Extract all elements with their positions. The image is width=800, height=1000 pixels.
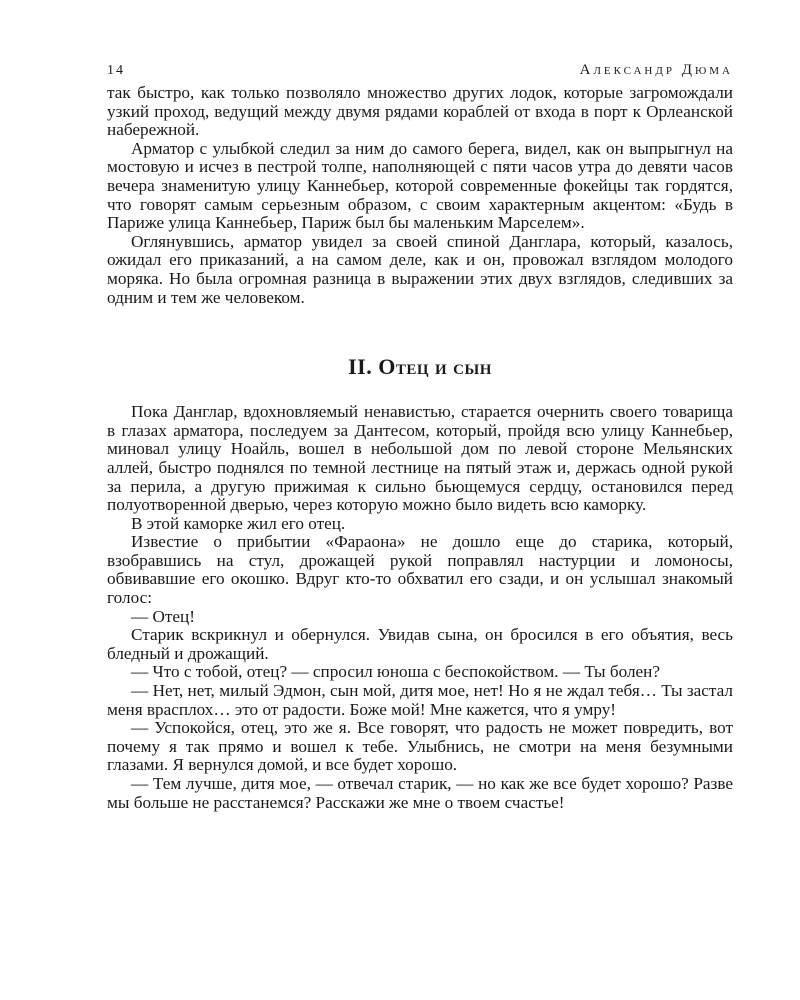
paragraph: В этой каморке жил его отец. (131, 513, 346, 533)
section-1-text (107, 84, 733, 307)
paragraph: Арматор с улыбкой следил за ним до самого берега, видел, как он выпрыгнул на мостовую и исчез в пестрой толпе, наполняющей с пяти часов утра до девяти часов вечера знаменитую улицу Каннебьер, которой современные фокейцы так гордятся, что говорят самым серьезным образом, с своим характерным акцентом: «Будь в Париже улица Каннебьер, Париж был бы маленьким Марселем». (107, 138, 733, 233)
paragraph: Старик вскрикнул и обернулся. Увидав сына, он бросился в его объятия, весь бледный и дрожащий. (107, 625, 733, 663)
paragraph: Известие о прибытии «Фараона» не дошло еще до старика, который, взобравшись на стул, дрожащей рукой поправлял настурции и ломоносы, обвивавшие его окошко. Вдруг кто-то обхватил его сзади, и он услышал знакомый голос: (107, 532, 733, 608)
dialogue-line: — Тем лучше, дитя мое, — отвечал старик, — но как же все будет хорошо? Разве мы больше не расстанемся? Расскажи же мне о твоем счастье! (107, 774, 733, 812)
chapter-title: II. Отец и сын (348, 354, 492, 380)
page-number: 14 (107, 63, 125, 78)
dialogue-line: — Нет, нет, милый Эдмон, сын мой, дитя мое, нет! Но я не ждал тебя… Ты застал меня врасплох… это от радости. Боже мой! Мне кажется, что я умру! (107, 681, 733, 719)
paragraph: Оглянувшись, арматор увидел за своей спиной Данглара, который, казалось, ожидал его приказаний, а на самом деле, как и он, провожал взглядом молодого моряка. Но была огромная разница в выражении этих двух взглядов, следивших за одним и тем же человеком. (107, 231, 733, 307)
book-page (107, 62, 733, 812)
dialogue-line: — Отец! (131, 606, 195, 626)
dialogue-line: — Успокойся, отец, это же я. Все говорят, что радость не может повредить, вот почему я так прямо и вошел к тебе. Улыбнись, не смотри на меня безумными глазами. Я вернулся домой, и все будет хорошо. (107, 718, 733, 775)
running-head (107, 62, 733, 84)
section-2-text (107, 403, 733, 812)
running-author: Александр Дюма (579, 62, 733, 78)
paragraph: так быстро, как только позволяло множество других лодок, которые загромождали узкий проход, ведущий между двумя рядами кораблей от входа в порт к Орлеанской набережной. (107, 83, 733, 140)
paragraph: Пока Данглар, вдохновляемый ненавистью, старается очернить своего товарища в глазах арматора, последуем за Дантесом, который, пройдя всю улицу Каннебьер, миновал улицу Ноайль, вошел в небольшой дом по левой стороне Мельянских аллей, быстро поднялся по темной лестнице на пятый этаж и, держась одной рукой за перила, а другую прижимая к сильно бьющемуся сердцу, остановился перед полуотворенной дверью, через которую можно было видеть всю каморку. (107, 402, 733, 515)
dialogue-line: — Что с тобой, отец? — спросил юноша с беспокойством. — Ты болен? (131, 662, 660, 682)
